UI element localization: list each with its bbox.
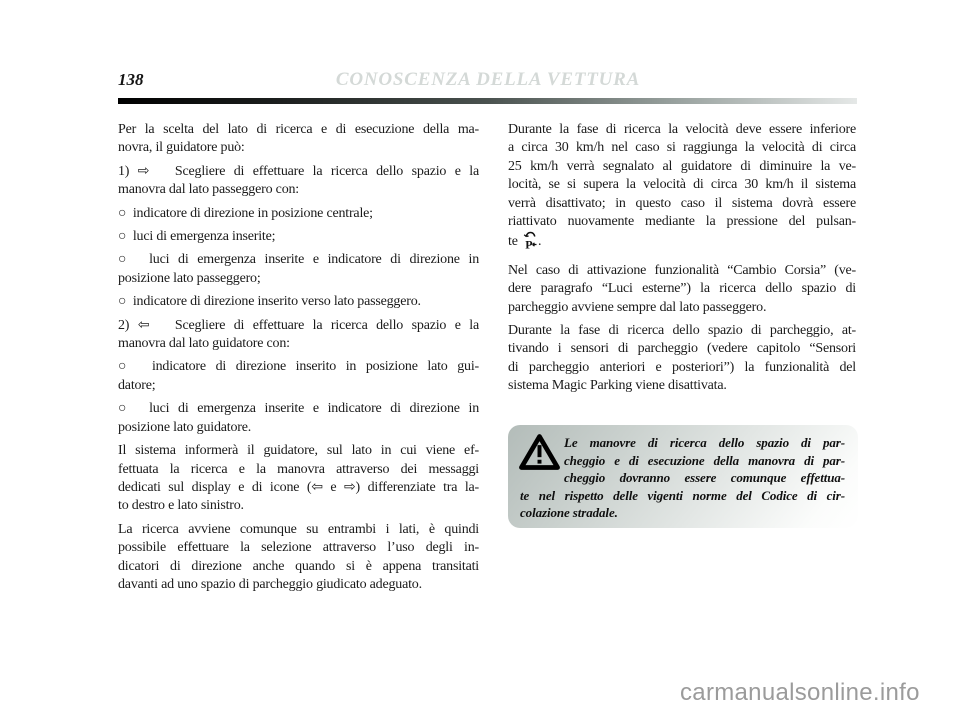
text-line [508,231,856,256]
bullet-item [118,205,479,223]
text-line: novra, il guidatore può: [118,140,245,156]
text-line: ○ luci di emergenza inserite e indicatore di direzione in [118,252,479,268]
text-line: Per la scelta del lato di ricerca e di esecuzione della ma- [118,122,479,137]
text-line: ○ luci di emergenza inserite e indicatore di direzione in [118,401,479,417]
text-line: to destro e lato sinistro. [118,498,244,514]
paragraph [508,121,856,257]
bullet-item [118,251,479,288]
page-number: 138 [118,70,144,89]
text-line: parcheggio avviene sempre dal lato passeggero. [508,299,767,315]
text-line: posizione lato guidatore. [118,419,252,435]
warning-text-line: cheggio e di esecuzione della manovra di par- [564,452,845,468]
text-line: locità, se si supera la velocità di circa 30 km/h il sistema [508,177,856,193]
text-line: ○ luci di emergenza inserite; [118,229,276,245]
text-line: 25 km/h verrà segnalato al guidatore di diminuire la ve- [508,158,856,174]
paragraph [508,322,856,396]
watermark: carmanualsonline.info [680,679,920,706]
warning-text-line: colazione stradale. [520,505,618,521]
paragraph [118,521,479,595]
page-title: CONOSCENZA DELLA VETTURA [335,69,641,90]
text-line: fettuata la ricerca e la manovra attraverso dei messaggi [118,461,479,477]
text-line: dicatori di direzione anche quando si è appena transitati [118,558,479,574]
text-line: Durante la fase di ricerca dello spazio di parcheggio, at- [508,323,856,339]
numbered-item-2 [118,317,479,354]
text-line: verrà disattivato; in questo caso il sistema dovrà essere [508,195,856,211]
text-line: possibile effettuare la selezione attraverso l’uso degli in- [118,540,479,556]
header-rule [118,98,857,104]
text-line: davanti ad uno spazio di parcheggio giudicato adeguato. [118,576,422,592]
bullet-item [118,228,479,246]
text-line: 2) ⇦ Scegliere di effettuare la ricerca dello spazio e la [118,317,479,333]
text-line: datore; [118,377,156,393]
text-line: ○ indicatore di direzione in posizione centrale; [118,205,373,221]
text-segment: . [538,234,542,250]
left-column [118,121,479,599]
magic-parking-icon [523,231,538,256]
text-line: La ricerca avviene comunque su entrambi i lati, è quindi [118,521,479,537]
text-line: ○ indicatore di direzione inserito in posizione lato gui- [118,359,479,375]
text-line: posizione lato passeggero; [118,270,261,286]
text-line: a circa 30 km/h nel caso si raggiunga la velocità di circa [508,140,856,156]
text-line: dedicati sul display e di icone (⇦ e ⇨) differenziate tra la- [118,479,479,495]
text-line: riattivato nuovamente mediante la pressione del pulsan- [508,214,856,230]
warning-box [508,425,858,528]
text-line: manovra dal lato guidatore con: [118,336,290,352]
text-line: ○ indicatore di direzione inserito verso lato passeggero. [118,294,421,310]
svg-text:P: P [525,237,533,251]
text-line: dere paragrafo “Luci esterne”) la ricerca dello spazio di [508,281,856,297]
text-line: sistema Magic Parking viene disattivata. [508,378,727,394]
text-line: Durante la fase di ricerca la velocità deve essere inferiore [508,122,856,137]
paragraph [118,121,479,158]
paragraph [118,442,479,516]
text-line: 1) ⇨ Scegliere di effettuare la ricerca dello spazio e la [118,163,479,179]
text-line: manovra dal lato passeggero con: [118,182,299,198]
text-line: Il sistema informerà il guidatore, sul lato in cui viene ef- [118,443,479,459]
warning-text-line: te nel rispetto delle vigenti norme del Codice di cir- [520,487,845,503]
text-line: Nel caso di attivazione funzionalità “Cambio Corsia” (ve- [508,262,856,278]
text-segment: te [508,234,522,250]
warning-triangle-icon [518,433,561,476]
text-line: di parcheggio anteriori e posteriori”) la funzionalità del [508,359,856,375]
numbered-item-1 [118,163,479,200]
warning-text-line: cheggio dovranno essere comunque effettua- [564,470,845,486]
warning-text-line: Le manovre di ricerca dello spazio di par- [564,435,845,450]
bullet-item [118,293,479,311]
bullet-item [118,400,479,437]
text-line: tivando i sensori di parcheggio (vedere capitolo “Sensori [508,341,856,357]
right-column [508,121,856,401]
paragraph [508,262,856,317]
bullet-item [118,358,479,395]
